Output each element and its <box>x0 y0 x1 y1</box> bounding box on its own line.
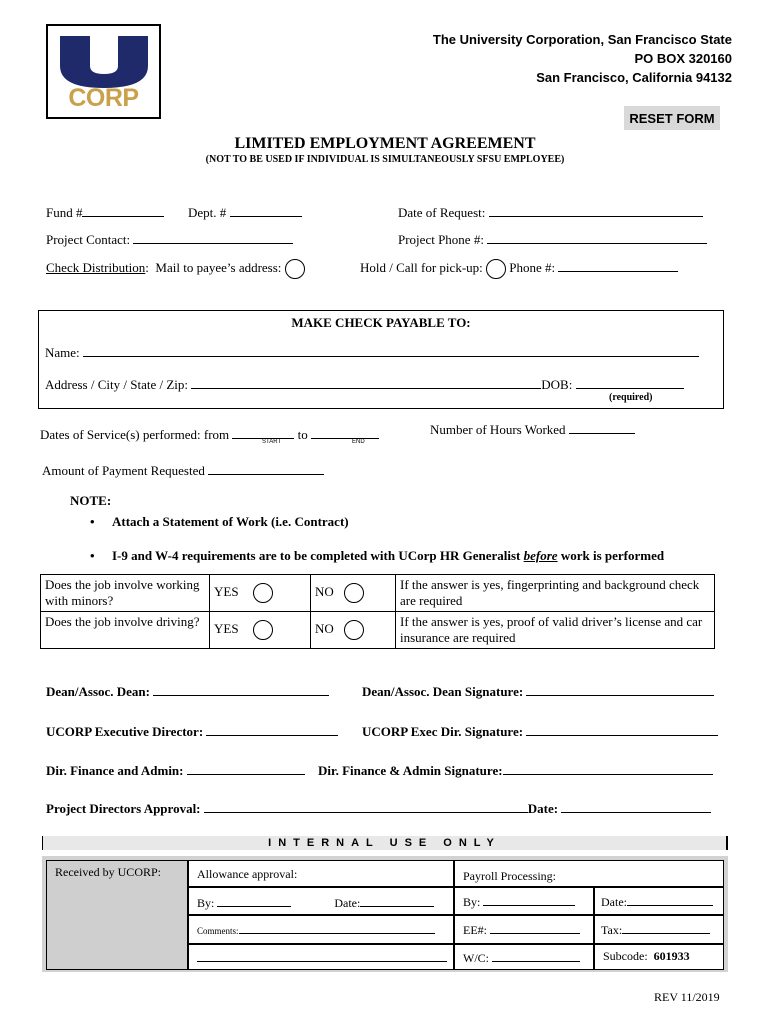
dean-signature-label: Dean/Assoc. Dean Signature: <box>362 684 524 699</box>
finance-label: Dir. Finance and Admin: <box>46 763 184 778</box>
note-item-2-text-a: I-9 and W-4 requirements are to be completed with UCorp HR Generalist <box>112 548 524 563</box>
allowance-label: Allowance approval: <box>197 867 298 881</box>
project-directors-line[interactable] <box>204 800 528 813</box>
project-contact-field[interactable] <box>46 231 293 248</box>
fund-line[interactable] <box>82 204 164 217</box>
dean-signature-line[interactable] <box>526 683 714 696</box>
project-phone-field[interactable] <box>398 231 707 248</box>
project-contact-label: Project Contact: <box>46 232 131 247</box>
project-phone-line[interactable] <box>487 231 707 244</box>
org-name: The University Corporation, San Francisco State <box>432 32 732 47</box>
tax-line[interactable] <box>622 921 710 934</box>
allowance-by-line[interactable] <box>217 894 291 907</box>
payee-address-label: Address / City / State / Zip: <box>45 377 188 392</box>
service-end-line[interactable] <box>311 426 379 439</box>
driving-yes-label: YES <box>214 620 239 636</box>
hold-call-radio[interactable] <box>486 259 506 279</box>
service-dates-label: Dates of Service(s) performed: from <box>40 427 230 442</box>
project-phone-label: Project Phone #: <box>398 232 484 247</box>
hours-field[interactable] <box>430 421 635 438</box>
payroll-date-cell[interactable] <box>594 887 724 915</box>
check-distribution-label: Check Distribution <box>46 259 146 275</box>
org-po-box: PO BOX 320160 <box>634 51 732 66</box>
fund-field[interactable] <box>46 204 164 221</box>
minors-no-radio[interactable] <box>344 583 364 603</box>
reset-form-button[interactable]: RESET FORM <box>624 106 720 130</box>
payee-heading: MAKE CHECK PAYABLE TO: <box>291 315 471 330</box>
subcode-value: 601933 <box>653 949 690 963</box>
question-driving: Does the job involve driving? <box>41 612 210 649</box>
wc-line[interactable] <box>492 949 580 962</box>
payee-box <box>38 310 724 409</box>
note-item-1-text: Attach a Statement of Work (i.e. Contract) <box>112 514 349 529</box>
hold-call-row <box>360 259 678 279</box>
fund-label: Fund # <box>46 205 83 220</box>
finance-line[interactable] <box>187 762 305 775</box>
payee-name-field[interactable] <box>45 344 699 361</box>
hours-label: Number of Hours Worked <box>430 422 566 437</box>
finance-field[interactable] <box>46 762 305 779</box>
date-request-label: Date of Request: <box>398 205 486 220</box>
driving-no-label: NO <box>315 620 334 636</box>
form-subtitle: (NOT TO BE USED IF INDIVIDUAL IS SIMULTANEOUSLY SFSU EMPLOYEE) <box>205 154 565 165</box>
org-city: San Francisco, California 94132 <box>536 70 732 85</box>
tax-label: Tax: <box>601 923 623 937</box>
payroll-date-line[interactable] <box>627 893 713 906</box>
finance-signature-label: Dir. Finance & Admin Signature: <box>318 763 503 778</box>
payroll-header <box>454 860 724 887</box>
payee-address-line[interactable] <box>191 376 541 389</box>
amount-line[interactable] <box>208 462 324 475</box>
comments-row[interactable] <box>188 915 454 944</box>
payroll-by-cell[interactable] <box>454 887 594 915</box>
driving-yes-radio[interactable] <box>253 620 273 640</box>
amount-label: Amount of Payment Requested <box>42 463 205 478</box>
exec-signature-label: UCORP Exec Dir. Signature: <box>362 724 524 739</box>
question-minors: Does the job involve working with minors? <box>41 575 210 612</box>
dean-line[interactable] <box>153 683 329 696</box>
internal-use-section <box>42 856 728 972</box>
dean-field[interactable] <box>46 683 329 700</box>
logo-corp-text: CORP <box>68 84 139 112</box>
note-item-2: • I-9 and W-4 requirements are to be completed with UCorp HR Generalist before work is performed <box>90 548 665 563</box>
note-item-1: • Attach a Statement of Work (i.e. Contract) <box>90 514 349 529</box>
project-directors-date-line[interactable] <box>561 800 711 813</box>
check-distribution-row: Check Distribution: Mail to payee’s address: <box>46 259 305 279</box>
note-item-2-text-b: work is performed <box>557 548 665 563</box>
finance-signature-line[interactable] <box>503 762 713 775</box>
form-title: LIMITED EMPLOYMENT AGREEMENT <box>234 135 536 152</box>
received-by-label: Received by UCORP: <box>55 865 161 879</box>
payroll-by-line[interactable] <box>483 893 575 906</box>
dept-line[interactable] <box>230 204 302 217</box>
dept-field[interactable] <box>188 204 302 221</box>
driving-no-cell <box>311 612 396 649</box>
service-start-line[interactable] <box>232 426 294 439</box>
subcode-label: Subcode: <box>603 949 648 963</box>
payroll-by-label: By: <box>463 895 481 909</box>
minors-yes-radio[interactable] <box>253 583 273 603</box>
subcode-cell <box>594 944 724 970</box>
hours-line[interactable] <box>569 421 635 434</box>
received-by-cell[interactable] <box>46 860 188 970</box>
start-caption: START <box>262 439 282 445</box>
project-directors-date-label: Date: <box>527 801 559 816</box>
comments-line[interactable] <box>239 924 435 934</box>
end-caption: END <box>352 439 365 445</box>
dean-label: Dean/Assoc. Dean: <box>46 684 150 699</box>
wc-label: W/C: <box>463 951 489 965</box>
payee-name-line[interactable] <box>83 344 699 357</box>
dob-line[interactable] <box>576 376 684 389</box>
ucorp-logo <box>46 24 161 119</box>
date-request-field[interactable] <box>398 204 703 221</box>
allowance-header <box>188 860 454 887</box>
payroll-date-label: Date: <box>601 895 627 909</box>
wc-cell[interactable] <box>454 944 594 970</box>
allowance-by-row[interactable] <box>188 887 454 915</box>
service-to-label: to <box>297 427 308 442</box>
u-logo-mark <box>60 36 148 88</box>
dean-signature-field[interactable] <box>362 683 714 700</box>
allowance-date-label: Date: <box>334 896 361 910</box>
comments-label: Comments: <box>197 926 239 936</box>
ee-line[interactable] <box>490 921 580 934</box>
dob-label: DOB: <box>541 377 573 392</box>
project-contact-line[interactable] <box>133 231 293 244</box>
exec-signature-field[interactable] <box>362 723 718 740</box>
comments-line-2[interactable] <box>197 953 447 962</box>
driving-no-radio[interactable] <box>344 620 364 640</box>
exec-signature-line[interactable] <box>526 723 718 736</box>
note-heading: NOTE: <box>70 493 112 508</box>
dept-label: Dept. # <box>188 205 227 220</box>
exec-director-field[interactable] <box>46 723 338 740</box>
amount-field[interactable] <box>42 462 324 479</box>
dob-required-note: (required) <box>609 392 653 403</box>
hold-call-label: Hold / Call for pick-up: <box>360 260 483 275</box>
exec-director-label: UCORP Executive Director: <box>46 724 204 739</box>
minors-yes-cell <box>210 575 311 612</box>
exec-director-line[interactable] <box>206 723 338 736</box>
ee-label: EE#: <box>463 923 487 937</box>
question-table <box>40 574 715 649</box>
phone-line[interactable] <box>558 259 678 272</box>
project-directors-label: Project Directors Approval: <box>46 801 201 816</box>
mail-to-payee-label: Mail to payee’s address: <box>155 259 282 275</box>
driving-info: If the answer is yes, proof of valid driver’s license and car insurance are required <box>396 612 715 649</box>
minors-yes-label: YES <box>214 583 239 599</box>
project-directors-field[interactable] <box>46 800 711 817</box>
minors-no-cell <box>311 575 396 612</box>
payee-address-field[interactable] <box>45 376 684 393</box>
org-address <box>433 30 732 87</box>
allowance-date-line[interactable] <box>360 894 434 907</box>
phone-label: Phone #: <box>509 260 556 275</box>
internal-use-bar: INTERNAL USE ONLY <box>42 836 728 850</box>
date-request-line[interactable] <box>489 204 703 217</box>
question-row-driving <box>41 612 715 649</box>
payroll-label: Payroll Processing: <box>463 869 556 883</box>
minors-info: If the answer is yes, fingerprinting and background check are required <box>396 575 715 612</box>
payee-name-label: Name: <box>45 345 80 360</box>
question-row-minors <box>41 575 715 612</box>
driving-yes-cell <box>210 612 311 649</box>
revision-label: REV 11/2019 <box>654 990 720 1004</box>
tax-cell[interactable] <box>594 915 724 944</box>
finance-signature-field[interactable] <box>318 762 713 779</box>
allowance-by-label: By: <box>197 896 215 910</box>
minors-no-label: NO <box>315 583 334 599</box>
note-item-2-emphasis: before <box>523 548 558 563</box>
service-dates-field[interactable] <box>40 426 379 443</box>
ee-cell[interactable] <box>454 915 594 944</box>
comments-row-2[interactable] <box>188 944 454 970</box>
mail-to-payee-radio[interactable] <box>285 259 305 279</box>
